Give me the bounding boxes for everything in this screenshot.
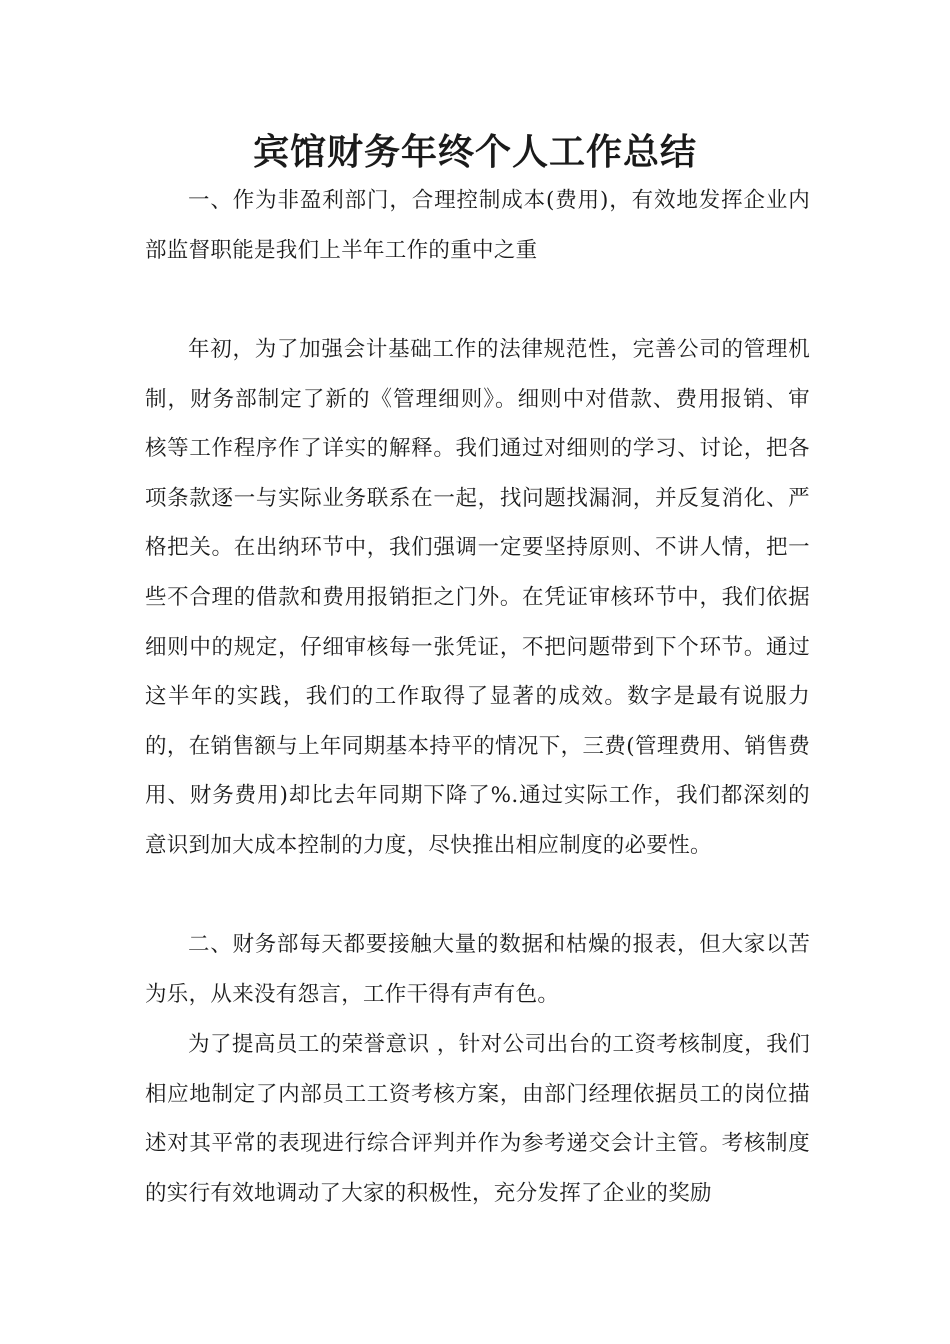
document-title: 宾馆财务年终个人工作总结 — [252, 131, 697, 173]
paragraph-salary-assessment: 为了提高员工的荣誉意识 ，针对公司出台的工资考核制度，我们相应地制定了内部员工工资考核方案，由部门经理依据员工的岗位描述对其平常的表现进行综合评判并作为参考递交会计主管。考核制度的实行有效地调动了大家的积极性，充分发挥了企业的奖励 — [145, 1032, 810, 1206]
paragraph-section-one-heading: 一、作为非盈利部门，合理控制成本(费用)，有效地发挥企业内部监督职能是我们上半年工作的重中之重 — [145, 188, 810, 263]
paragraph-section-two-heading: 二、财务部每天都要接触大量的数据和枯燥的报表，但大家以苦为乐，从来没有怨言，工作干得有声有色。 — [145, 932, 810, 1007]
paragraph-cost-control: 年初，为了加强会计基础工作的法律规范性，完善公司的管理机制，财务部制定了新的《管理细则》。细则中对借款、费用报销、审核等工作程序作了详实的解释。我们通过对细则的学习、讨论，把各项条款逐一与实际业务联系在一起，找问题找漏洞，并反复消化、严格把关。在出纳环节中，我们强调一定要坚持原则、不讲人情，把一些不合理的借款和费用报销拒之门外。在凭证审核环节中，我们依据细则中的规定，仔细审核每一张凭证，不把问题带到下个环节。通过这半年的实践，我们的工作取得了显著的成效。数字是最有说服力的，在销售额与上年同期基本持平的情况下，三费(管理费用、销售费用、财务费用)却比去年同期下降了%.通过实际工作，我们都深刻的意识到加大成本控制的力度，尽快推出相应制度的必要性。 — [145, 337, 810, 858]
